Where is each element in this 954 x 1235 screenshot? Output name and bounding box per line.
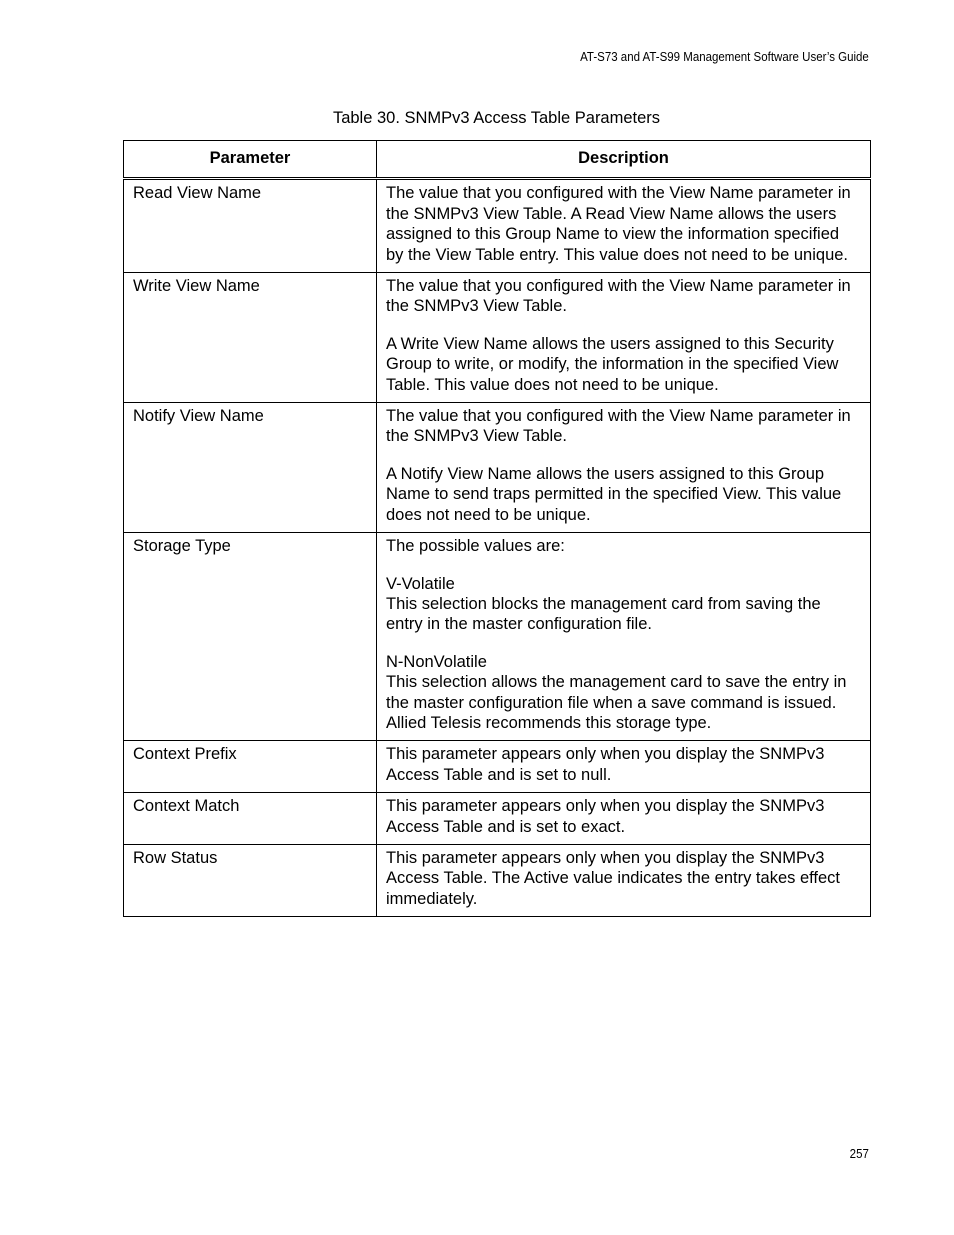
parameter-cell: Context Prefix	[124, 741, 377, 793]
page-number: 257	[849, 1147, 869, 1161]
parameter-cell: Row Status	[124, 844, 377, 916]
description-paragraph: V-Volatile This selection blocks the management card from saving the entry in the master configuration file.	[386, 574, 821, 634]
table-caption: Table 30. SNMPv3 Access Table Parameters	[332, 109, 661, 127]
description-paragraph: The value that you configured with the View Name parameter in the SNMPv3 View Table.	[386, 277, 851, 316]
parameter-cell: Context Match	[124, 793, 377, 845]
description-cell	[377, 533, 871, 741]
description-cell	[377, 844, 871, 916]
description-cell	[377, 273, 871, 403]
parameter-cell: Storage Type	[124, 533, 377, 741]
table-body	[124, 179, 871, 917]
column-header-description: Description	[377, 141, 871, 179]
description-cell	[377, 741, 871, 793]
table-row	[124, 741, 871, 793]
table-row	[124, 403, 871, 533]
table-row	[124, 844, 871, 916]
description-paragraph: This parameter appears only when you display the SNMPv3 Access Table. The Active value indicates the entry takes effect immediately.	[386, 848, 841, 908]
column-header-parameter: Parameter	[124, 141, 377, 179]
table-row	[124, 533, 871, 741]
table-header-row	[124, 141, 871, 179]
table-row	[124, 793, 871, 845]
description-paragraph: A Notify View Name allows the users assigned to this Group Name to send traps permitted in the specified View. This value does not need to be unique.	[386, 464, 842, 524]
parameter-cell: Read View Name	[124, 179, 377, 273]
description-paragraph: The value that you configured with the View Name parameter in the SNMPv3 View Table.	[386, 407, 851, 446]
description-cell	[377, 179, 871, 273]
description-paragraph: The value that you configured with the View Name parameter in the SNMPv3 View Table. A Read View Name allows the users assigned to this Group Name to view the information specified by the View Table entry. This value does not need to be unique.	[386, 184, 851, 264]
description-paragraph: N-NonVolatile This selection allows the management card to save the entry in the master configuration file when a save command is issued. Allied Telesis recommends this storage type.	[386, 652, 847, 732]
description-paragraph: This parameter appears only when you display the SNMPv3 Access Table and is set to null.	[386, 745, 825, 784]
table-row	[124, 273, 871, 403]
description-cell	[377, 793, 871, 845]
snmpv3-access-table	[123, 140, 871, 917]
parameter-cell: Notify View Name	[124, 403, 377, 533]
running-header: AT-S73 and AT-S99 Management Software User’s Guide	[580, 50, 869, 64]
description-paragraph: A Write View Name allows the users assigned to this Security Group to write, or modify, the information in the specified View Table. This value does not need to be unique.	[386, 334, 839, 394]
description-cell	[377, 403, 871, 533]
description-paragraph: The possible values are:	[386, 537, 565, 556]
parameter-cell: Write View Name	[124, 273, 377, 403]
table-row	[124, 179, 871, 273]
description-paragraph: This parameter appears only when you display the SNMPv3 Access Table and is set to exact.	[386, 797, 825, 836]
